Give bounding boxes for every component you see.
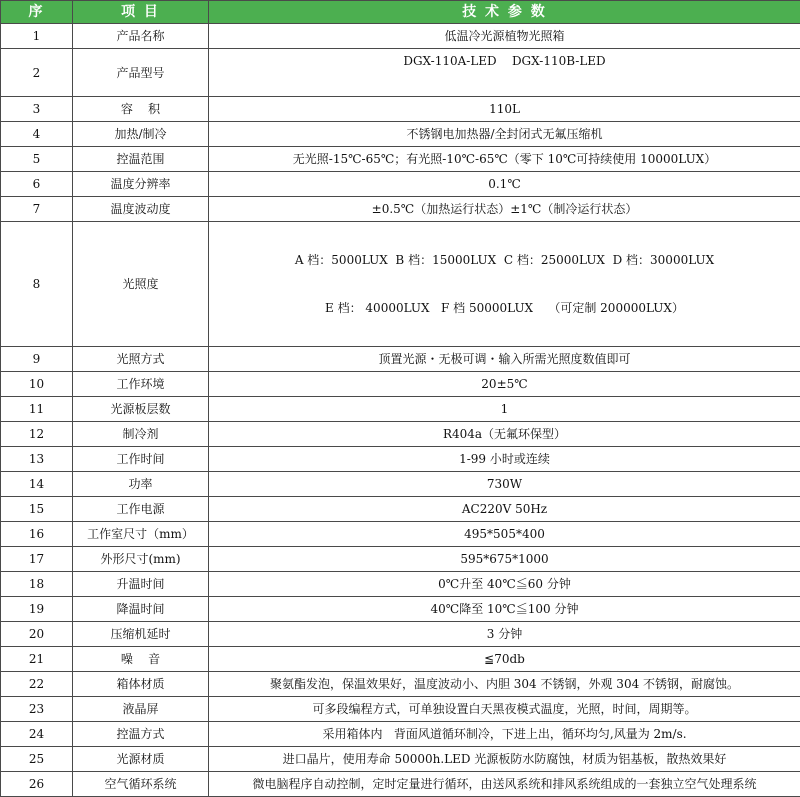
table-header: [1, 1, 800, 24]
table-row: [1, 722, 800, 747]
row-no: 4: [1, 122, 73, 147]
row-spec: 3 分钟: [209, 622, 800, 647]
header-item: 项 目: [73, 1, 209, 24]
row-no: 15: [1, 497, 73, 522]
table-row: [1, 547, 800, 572]
row-item: 产品名称: [73, 24, 209, 49]
row-item: 压缩机延时: [73, 622, 209, 647]
row-spec: 进口晶片，使用寿命 50000h.LED 光源板防水防腐蚀，材质为铝基板，散热效果好: [209, 747, 800, 772]
row-item: 光照方式: [73, 347, 209, 372]
row-no: 13: [1, 447, 73, 472]
table-row: [1, 24, 800, 49]
row-spec: 不锈钢电加热器/全封闭式无氟压缩机: [209, 122, 800, 147]
row-no: 24: [1, 722, 73, 747]
row-no: 7: [1, 197, 73, 222]
row-spec: 0.1℃: [209, 172, 800, 197]
row-item: 液晶屏: [73, 697, 209, 722]
table-row: [1, 697, 800, 722]
table-row: [1, 597, 800, 622]
table-row: [1, 472, 800, 497]
row-spec: 聚氨酯发泡，保温效果好，温度波动小、内胆 304 不锈钢，外观 304 不锈钢，耐腐蚀。: [209, 672, 800, 697]
table-row: [1, 347, 800, 372]
row-no: 25: [1, 747, 73, 772]
table-row: [1, 172, 800, 197]
row-item: 容 积: [73, 97, 209, 122]
row-no: 5: [1, 147, 73, 172]
row-item: 控温范围: [73, 147, 209, 172]
row-spec-line: E 档： 40000LUX F 档 50000LUX （可定制 200000LUX）: [211, 298, 798, 318]
row-no: 26: [1, 772, 73, 797]
row-spec: 无光照-15℃-65℃；有光照-10℃-65℃（零下 10℃可持续使用 10000LUX）: [209, 147, 800, 172]
table-body: [1, 24, 800, 797]
row-spec: ≦70db: [209, 647, 800, 672]
table-row: [1, 622, 800, 647]
table-row: [1, 97, 800, 122]
row-item: 控温方式: [73, 722, 209, 747]
row-item: 光源板层数: [73, 397, 209, 422]
row-item: 光照度: [73, 222, 209, 347]
row-item: 工作电源: [73, 497, 209, 522]
table-row: [1, 447, 800, 472]
row-no: 17: [1, 547, 73, 572]
row-spec: 采用箱体内 背面风道循环制冷，下进上出，循环均匀,风量为 2m/s.: [209, 722, 800, 747]
row-item: 温度分辨率: [73, 172, 209, 197]
row-no: 2: [1, 49, 73, 97]
table-row: [1, 422, 800, 447]
table-row: [1, 197, 800, 222]
table-row: [1, 49, 800, 97]
row-no: 6: [1, 172, 73, 197]
row-item: 制冷剂: [73, 422, 209, 447]
row-no: 18: [1, 572, 73, 597]
row-spec: DGX-110A-LED DGX-110B-LED: [209, 49, 800, 97]
row-spec: 低温冷光源植物光照箱: [209, 24, 800, 49]
row-item: 功率: [73, 472, 209, 497]
row-item: 升温时间: [73, 572, 209, 597]
row-spec: R404a（无氟环保型）: [209, 422, 800, 447]
row-no: 19: [1, 597, 73, 622]
row-spec: 可多段编程方式，可单独设置白天黑夜模式温度，光照，时间，周期等。: [209, 697, 800, 722]
row-spec: 20±5℃: [209, 372, 800, 397]
table-row: [1, 647, 800, 672]
table-row: [1, 147, 800, 172]
row-item: 外形尺寸(mm): [73, 547, 209, 572]
row-no: 23: [1, 697, 73, 722]
row-no: 3: [1, 97, 73, 122]
table-row: [1, 747, 800, 772]
row-item: 产品型号: [73, 49, 209, 97]
row-item: 箱体材质: [73, 672, 209, 697]
row-no: 16: [1, 522, 73, 547]
row-no: 14: [1, 472, 73, 497]
row-spec-line: A 档：5000LUX B 档：15000LUX C 档：25000LUX D 档：30000LUX: [211, 250, 798, 270]
table-row: [1, 672, 800, 697]
row-item: 工作环境: [73, 372, 209, 397]
row-no: 11: [1, 397, 73, 422]
row-no: 9: [1, 347, 73, 372]
row-no: 8: [1, 222, 73, 347]
row-spec: 730W: [209, 472, 800, 497]
row-item: 空气循环系统: [73, 772, 209, 797]
row-no: 10: [1, 372, 73, 397]
row-no: 1: [1, 24, 73, 49]
table-row: [1, 372, 800, 397]
table-row: [1, 522, 800, 547]
row-item: 降温时间: [73, 597, 209, 622]
row-spec: 40℃降至 10℃≦100 分钟: [209, 597, 800, 622]
header-row: [1, 1, 800, 24]
row-spec: ±0.5℃（加热运行状态）±1℃（制冷运行状态）: [209, 197, 800, 222]
row-spec: [209, 222, 800, 347]
row-spec: 110L: [209, 97, 800, 122]
row-spec: 595*675*1000: [209, 547, 800, 572]
row-item: 温度波动度: [73, 197, 209, 222]
row-no: 22: [1, 672, 73, 697]
table-row: [1, 572, 800, 597]
table-row: [1, 222, 800, 347]
header-no: 序: [1, 1, 73, 24]
row-spec: AC220V 50Hz: [209, 497, 800, 522]
row-spec: 微电脑程序自动控制，定时定量进行循环，由送风系统和排风系统组成的一套独立空气处理系统: [209, 772, 800, 797]
row-spec: 顶置光源・无极可调・输入所需光照度数值即可: [209, 347, 800, 372]
table-row: [1, 122, 800, 147]
row-item: 工作时间: [73, 447, 209, 472]
row-spec: 0℃升至 40℃≦60 分钟: [209, 572, 800, 597]
row-item: 加热/制冷: [73, 122, 209, 147]
row-item: 噪 音: [73, 647, 209, 672]
row-no: 21: [1, 647, 73, 672]
row-no: 12: [1, 422, 73, 447]
row-item: 光源材质: [73, 747, 209, 772]
row-spec: 1: [209, 397, 800, 422]
row-spec: 495*505*400: [209, 522, 800, 547]
row-no: 20: [1, 622, 73, 647]
table-row: [1, 497, 800, 522]
row-spec: 1-99 小时或连续: [209, 447, 800, 472]
header-spec: 技 术 参 数: [209, 1, 800, 24]
table-row: [1, 397, 800, 422]
table-row: [1, 772, 800, 797]
row-item: 工作室尺寸（mm）: [73, 522, 209, 547]
